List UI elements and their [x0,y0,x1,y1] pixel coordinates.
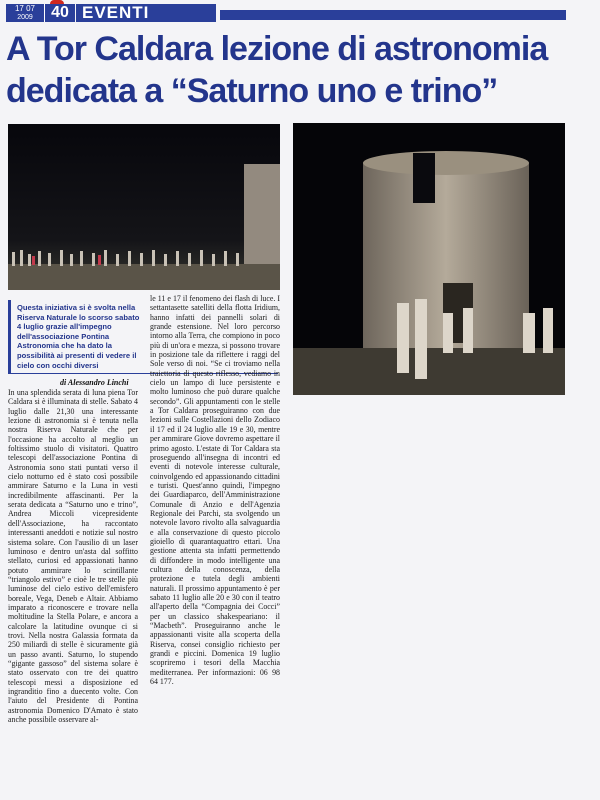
crowd-photo [8,124,280,290]
tower-photo [293,123,565,395]
article-headline: A Tor Caldara lezione di astronomia dedicata a “Saturno uno e trino” [6,30,548,110]
header-rule [220,10,566,20]
section-header [6,4,566,22]
article-column-2 [150,294,280,798]
author-byline: di Alessandro Linchi [60,378,129,387]
article-text: In una splendida serata di luna piena Tor Caldara si è illuminata di stelle. Sabato 4 luglio dalle 21,30 una interessante lezione di astronomia si è tenuta nella nostra Riserva Naturale che per l'occasione ha accolto al meglio un foltissimo stuolo di visitatori. Quattro telescopi dell'associazione Pontina di Astronomia sono stati puntati verso il cielo notturno ed è stato così possibile ammirare Saturno e la Luna in vesti incredibilmente affascinanti. Per la serata dedicata a “Saturno uno e trino”, Andrea Miccoli vicepresidente dell'Associazione, ha raccontato interessanti aneddoti e notizie sul nostro sistema solare. Con l'ausilio di un laser luminoso e dentro un'asta dal soffitto stellato, curiosi ed appassionati hanno potuto ammirare lo scintillante “triangolo estivo” e cioè le tre stelle più luminose del cielo estivo dell'emisfero boreale, Vega, Deneb e Altair. Abbiamo imparato a riconoscere e trovare nella moltitudine la Stella Polare, e ancora a calcolare la latitudine ovunque ci si trovi. Nella nostra Galassia formata da 250 miliardi di stelle è sicuramente già un passo avanti. Saturno, lo stupendo “gigante gassoso” del sistema solare è stato osservato con tre dei quattro telescopi messi a disposizione ed ingranditio fino a duecento volte. Con l'aiuto del Presidente di Pontina astronomia Domenico D'Amato è stato anche possibile osservare al- [8,388,138,725]
page-number: 40 [44,4,75,22]
issue-date-year: 2009 [17,14,33,21]
article-text: le 11 e 17 il fenomeno dei flash di luce. I settantasette satelliti della flotta Iridium, hanno infatti dei pannelli solari di grande estensione. Nel loro percorso intorno alla Terra, che compiono in poco più di un'ora e mezza, si possono trovare in posizione tale da riflettere i raggi del Sole verso di noi. “Se ci troviamo nella traiettoria di questo riflesso, vediamo in cielo un lampo di luce persistente e molto luminoso che può durare qualche secondo”. Gli appuntamenti con le stelle a Tor Caldara proseguiranno con due lezioni sulle Costellazioni dello Zodiaco il 17 ed il 24 luglio alle 19 e 30, mentre per ammirare Giove dovremo aspettare il primo agosto. L'estate di Tor Caldara sta proseguendo all'insegna di incontri ed eventi di notevole interesse culturale, coinvolgendo ed appassionando cittadini e turisti. Quest'anno quindi, l'impegno dei Guardiaparco, dell'Amministrazione Comunale di Anzio e dell'Agenzia Regionale dei Parchi, sta svolgendo un notevole lavoro rivolto alla salvaguardia e alla conservazione di questo piccolo gioiello di quarantaquattro ettari. Una gestione attenta sta infatti permettendo di diffondere in modo intelligente una cultura della conoscenza, della protezione e tutela degli ambienti naturali. Il prossimo appuntamento è per sabato 11 luglio alle 20 e 30 con il teatro all'aperto della “Compagnia dei Cocci” per un classico shakespeariano: il “Macbeth”. Proseguiranno anche le appassionanti visite alla scoperta della Riserva, consei consiglio richiesto per grandi e piccini. Domenica 19 luglio scopriremo i tesori della Macchia mediterranea. Per informazioni: 06 98 64 177. [150,294,280,687]
article-column-1 [8,388,138,798]
section-title: EVENTI [76,4,216,22]
caption-text: Questa iniziativa si è svolta nella Riserva Naturale lo scorso sabato 4 luglio grazie all'impegno dell'associazione Pontina Astronomia che ha dato la possibilità ai presenti di vedere il cielo con occhi diversi [17,303,140,370]
issue-date [6,4,44,22]
issue-date-day-month: 17 07 [14,4,36,13]
